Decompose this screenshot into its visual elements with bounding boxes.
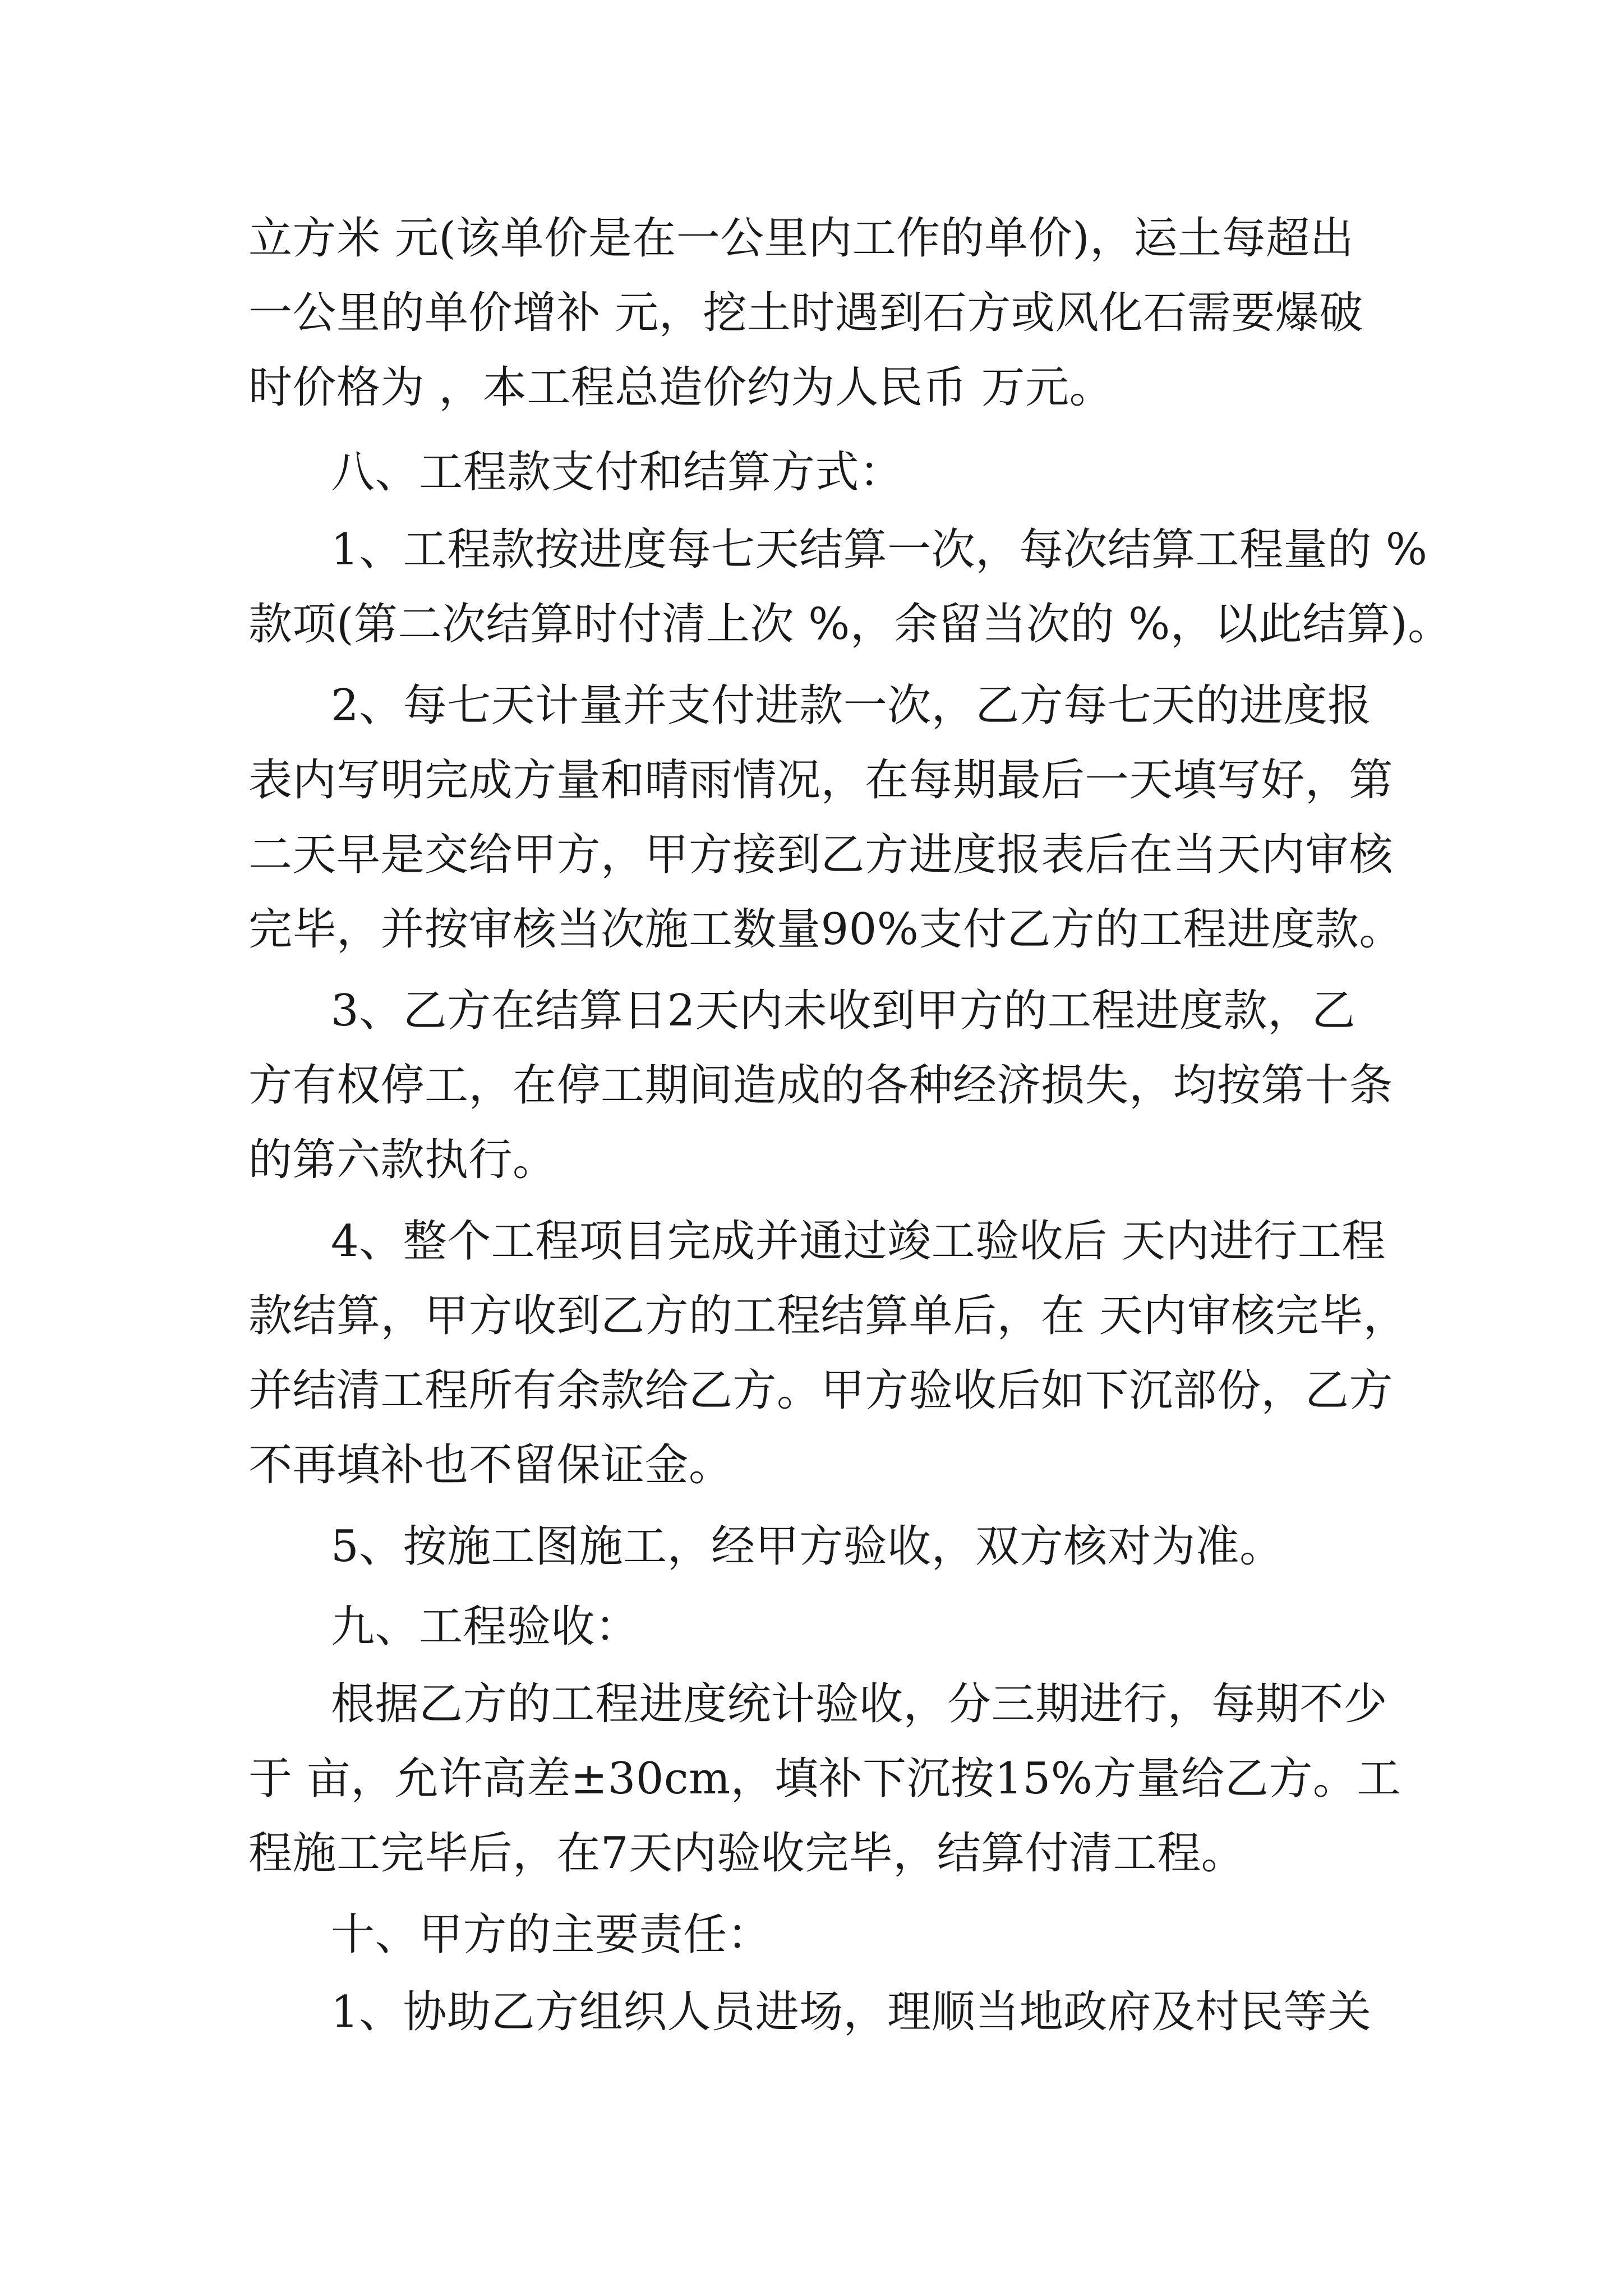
text-line: 的第六款执行。 — [248, 1135, 557, 1185]
text-line: 1、协助乙方组织人员进场，理顺当地政府及村民等关 — [331, 1987, 1372, 2037]
text-line: 方有权停工，在停工期间造成的各种经济损失，均按第十条 — [248, 1060, 1394, 1111]
section-heading: 十、甲方的主要责任： — [331, 1910, 772, 1960]
text-line: 不再填补也不留保证金。 — [248, 1440, 733, 1490]
section-heading: 八、工程款支付和结算方式： — [331, 447, 903, 498]
text-line: 3、乙方在结算日2天内未收到甲方的工程进度款，乙 — [331, 986, 1356, 1036]
text-line: 表内写明完成方量和晴雨情况，在每期最后一天填写好，第 — [248, 755, 1394, 806]
text-line: 2、每七天计量并支付进款一次，乙方每七天的进度报 — [331, 680, 1372, 731]
text-line: 款结算，甲方收到乙方的工程结算单后，在 天内审核完毕， — [248, 1291, 1408, 1341]
text-line: 二天早是交给甲方，甲方接到乙方进度报表后在当天内审核 — [248, 830, 1394, 880]
section-heading: 九、工程验收： — [331, 1602, 639, 1652]
text-line: 4、整个工程项目完成并通过竣工验收后 天内进行工程 — [331, 1216, 1386, 1267]
text-line: 1、工程款按进度每七天结算一次，每次结算工程量的 % — [331, 524, 1428, 575]
text-line: 并结清工程所有余款给乙方。甲方验收后如下沉部份，乙方 — [248, 1365, 1394, 1416]
text-line: 程施工完毕后，在7天内验收完毕，结算付清工程。 — [248, 1828, 1246, 1879]
text-line: 于 亩，允许高差±30cm，填补下沉按15%方量给乙方。工 — [248, 1754, 1401, 1804]
text-line: 完毕，并按审核当次施工数量90%支付乙方的工程进度款。 — [248, 904, 1403, 955]
text-line: 时价格为 ，本工程总造价约为人民币 万元。 — [248, 362, 1114, 413]
text-line: 根据乙方的工程进度统计验收，分三期进行，每期不少 — [331, 1679, 1388, 1729]
text-line: 5、按施工图施工，经甲方验收，双方核对为准。 — [331, 1521, 1284, 1572]
text-line: 一公里的单价增补 元，挖土时遇到石方或风化石需要爆破 — [248, 288, 1363, 338]
text-line: 立方米 元(该单价是在一公里内工作的单价)，运土每超出 — [248, 213, 1354, 264]
text-line: 款项(第二次结算时付清上次 %，余留当次的 %，以此结算)。 — [248, 599, 1452, 650]
